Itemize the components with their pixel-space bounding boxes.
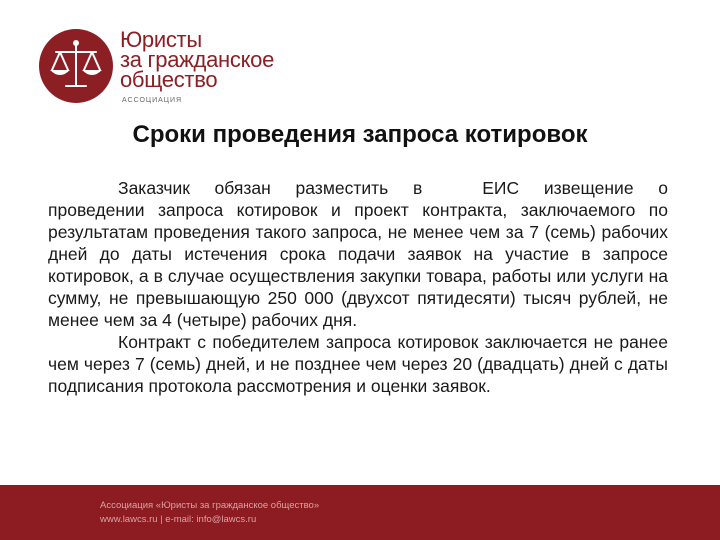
brand-subtitle: АССОЦИАЦИЯ: [122, 97, 183, 104]
brand-line-1: Юристы: [120, 27, 202, 52]
paragraph-1-rest: ЕИС извещение о проведении запроса котировок и проект контракта, заключаемого по результатам проведения такого запроса, не менее чем за 7 (семь) рабочих дней до даты истечения срока подачи заявок на участие в запросе котировок, а в случае осуществления закупки товара, работы или услуги на сумму, не превышающую 250 000 (двухсот пятидесяти) тысяч рублей, не менее чем за 4 (четыре) рабочих дня.: [48, 178, 668, 330]
footer-bar: [0, 485, 720, 540]
paragraph-1-start: Заказчик обязан разместить в: [118, 178, 423, 198]
footer-organization: Ассоциация «Юристы за гражданское общество»: [100, 500, 320, 511]
footer-website-email: www.lawcs.ru | e-mail: info@lawcs.ru: [100, 514, 257, 525]
paragraph-2: Контракт с победителем запроса котировок заключается не ранее чем через 7 (семь) дней, и не позднее чем через 20 (двадцать) дней с даты подписания протокола рассмотрения и оценки заявок.: [48, 332, 668, 396]
slide-title: Сроки проведения запроса котировок: [132, 121, 588, 148]
slide-body: [48, 177, 668, 397]
paragraph-1: [48, 177, 668, 331]
footer-contacts: [100, 499, 319, 527]
brand-line-2: за гражданское: [120, 47, 275, 72]
brand-line-3: общество: [120, 67, 218, 92]
organization-logo: [38, 26, 288, 112]
scales-of-justice-icon: [38, 28, 114, 104]
brand-name: [120, 27, 275, 92]
